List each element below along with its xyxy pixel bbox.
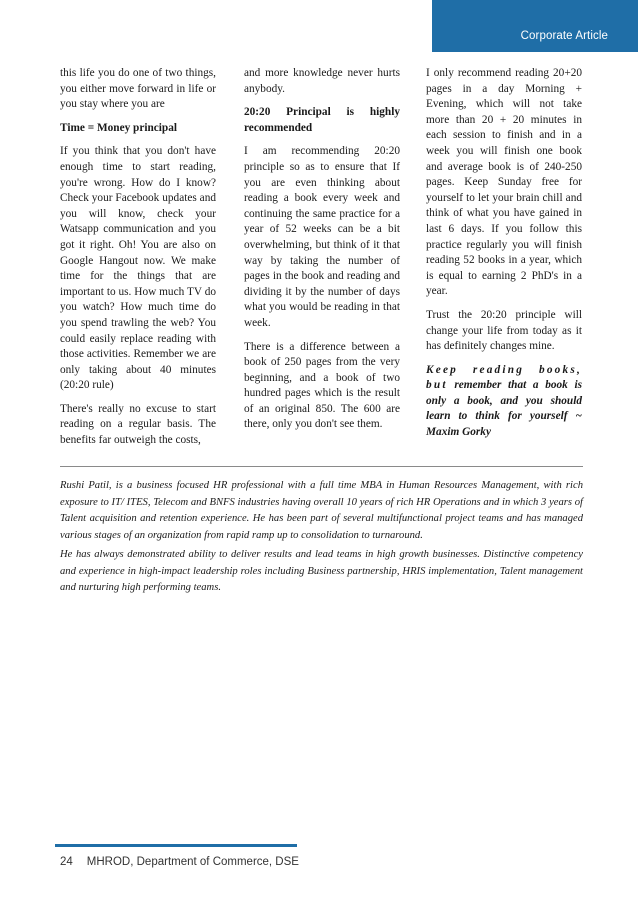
paragraph: this life you do one of two things, you either move forward in life or you stay where you are bbox=[60, 67, 216, 111]
author-bio bbox=[60, 478, 583, 600]
paragraph: There is a difference between a book of 250 pages from the very beginning, and a book of two hundred pages which is the result of an original 850. The 600 are there, only you don't see them. bbox=[244, 340, 400, 431]
paragraph: and more knowledge never hurts anybody. bbox=[244, 67, 400, 95]
paragraph: I only recommend reading 20+20 pages in a day Morning + Evening, which will not take more than 20 + 20 minutes in each session to finish and in a week you will finish one book and average book is of 240-250 pages. Keep Sunday free for yourself to let your brain chill and think of what you have gained in last 6 days. If you follow this practice regularly you will finish reading 52 books in a year, which is equal to earning 2 PhD's in a year. bbox=[426, 67, 582, 298]
section-label: Corporate Article bbox=[520, 30, 608, 42]
bio-paragraph: He has always demonstrated ability to deliver results and lead teams in high growth businesses. Distinctive competency and experience in high-impact leadership roles including Business partnership, HRIS implementation, Talent management and nurturing high performing teams. bbox=[60, 549, 583, 593]
column-2 bbox=[244, 66, 400, 441]
paragraph: If you think that you don't have enough time to start reading, you're wrong. How do I know? Check your Facebook updates and you will know, check your Watsapp communication and you got it right. Oh! You are also on Google Hangout now. We make time for the things that are important to us. How much TV do you watch? How much time do you spend trawling the web? You could easily replace reading with those activities. Remember we are only taking about 40 minutes (20:20 rule) bbox=[60, 145, 216, 392]
quote-rest: remember that a book is only a book, and you should learn to think for yourself ~ Maxim Gorky bbox=[426, 379, 582, 439]
section-heading: 20:20 Principal is highly recommended bbox=[244, 106, 400, 134]
paragraph: There's really no excuse to start reading on a regular basis. The benefits far outweigh the costs, bbox=[60, 402, 216, 447]
quote-lead: Keep reading books, but bbox=[426, 363, 582, 392]
page-footer bbox=[60, 856, 299, 868]
closing-quote bbox=[426, 363, 582, 441]
publication-name: MHROD, Department of Commerce, DSE bbox=[86, 856, 299, 868]
paragraph: Trust the 20:20 principle will change your life from today as it has definitely changes mine. bbox=[426, 308, 582, 353]
column-3 bbox=[426, 66, 582, 449]
section-heading: Time = Money principal bbox=[60, 121, 178, 134]
footer-rule bbox=[55, 844, 297, 847]
paragraph: I am recommending 20:20 principle so as to ensure that If you are even thinking about reading a book every week and continuing the same practice for a year of 52 weeks can be a bit overwhelming, but think of it that way by taking the number of pages in the book and reading and dividing it by the number of days what you would be reading in that week. bbox=[244, 145, 400, 329]
page-number: 24 bbox=[60, 856, 73, 868]
section-tab bbox=[432, 0, 638, 52]
bio-divider bbox=[60, 466, 583, 467]
column-1 bbox=[60, 66, 216, 457]
bio-paragraph: Rushi Patil, is a business focused HR professional with a full time MBA in Human Resources Management, with rich exposure to IT/ ITES, Telecom and BNFS industries having overall 10 years of rich HR Operations and in which 3 years of Talent acquisition and retention experience. He has been part of several multifunctional project teams and has managed various stages of an organization from rapid ramp up to consolidation to turnaround. bbox=[60, 480, 583, 541]
